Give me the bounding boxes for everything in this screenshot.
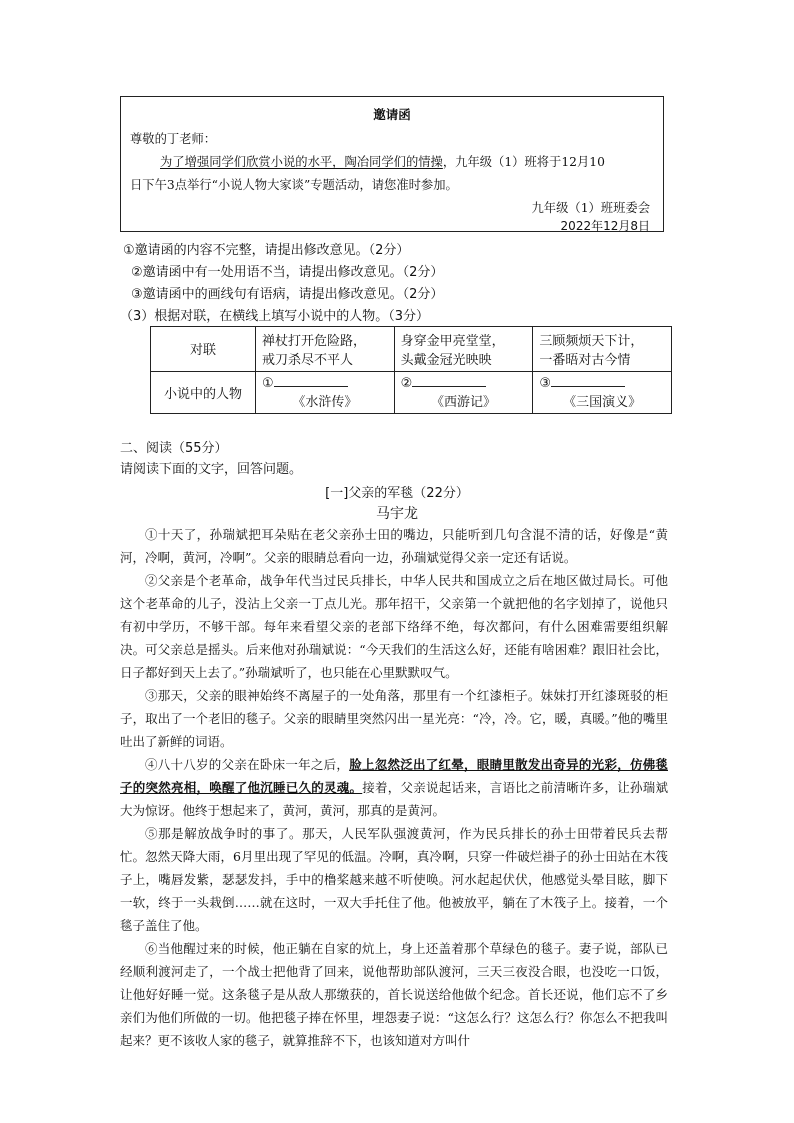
invitation-box xyxy=(120,96,664,232)
question-1: ①邀请函的内容不完整，请提出修改意见。（2分） xyxy=(123,243,410,258)
book-title-2: 《西游记》 xyxy=(430,395,496,411)
paragraph-4-end: 接着，父亲说起话来，言语比之前清晰许多，让孙瑞斌大为惊讶。他终于想起来了，黄河，黄河，那真的是黄河。 xyxy=(120,780,668,818)
character-label: 小说中的人物 xyxy=(151,371,256,413)
invitation-line-2: 日下午3点举行“小说人物大家谈”专题活动，请您准时参加。 xyxy=(130,178,458,192)
blank-number-2: ② xyxy=(400,376,413,392)
invitation-date: 2022年12月8日 xyxy=(560,219,650,233)
passage-title: [一]父亲的军毯（22分） xyxy=(325,486,469,501)
couplet-cell-3 xyxy=(533,327,672,372)
invitation-line-1 xyxy=(160,152,605,170)
invitation-title: 邀请函 xyxy=(373,107,411,122)
couplet-3-line-2: 一番晤对古今情 xyxy=(539,352,631,368)
paragraph-5: ⑤那是解放战争时的事了。那天，人民军队强渡黄河，作为民兵排长的孙士田带着民兵去帮忙。忽然天降大雨，6月里出现了罕见的低温。冷啊，真冷啊，只穿一件破烂褂子的孙士田站在木筏子上，嘴唇发紫，瑟瑟发抖，手中的橹桨越来越不听使唤。河水起起伏伏，他感觉头晕目眩，脚下一软，终于一头栽倒……就在这时，一双大手托住了他。他被放平，躺在了木筏子上。接着，一个毯子盖住了他。 xyxy=(120,826,668,933)
character-cell-1 xyxy=(256,371,395,413)
passage-body xyxy=(120,523,668,1052)
couplet-1-line-1: 禅杖打开危险路， xyxy=(262,333,367,349)
paragraph-6: ⑥当他醒过来的时候，他正躺在自家的炕上，身上还盖着那个草绿色的毯子。妻子说，部队已经顺利渡河走了，一个战士把他背了回来，说他帮助部队渡河，三天三夜没合眼，也没吃一口饭，让他好好睡一觉。这条毯子是从敌人那缴获的，首长说送给他做个纪念。首长还说，他们忘不了乡亲们为他们所做的一切。他把毯子捧在怀里，埋怨妻子说：“这怎么行？这怎么行？你怎么不把我叫起来？更不该收人家的毯子，就算推辞不下，也该知道对方叫什 xyxy=(120,941,668,1048)
answer-blank-1[interactable] xyxy=(274,374,348,387)
invitation-line-1-rest: ，九年级（1）班将于12月10 xyxy=(442,155,605,169)
question-4: （3）根据对联，在横线上填写小说中的人物。（3分） xyxy=(120,309,430,324)
paragraph-1: ①十天了，孙瑞斌把耳朵贴在老父亲孙士田的嘴边，只能听到几句含混不清的话，好像是“黄河，冷啊，黄河，冷啊”。父亲的眼睛总看向一边，孙瑞斌觉得父亲一定还有话说。 xyxy=(120,527,668,565)
section-instruction: 请阅读下面的文字，回答问题。 xyxy=(120,462,303,477)
answer-blank-3[interactable] xyxy=(551,374,625,387)
section-title: 二、阅读（55分） xyxy=(120,441,228,456)
paragraph-4-emphasized-sentence: 脸上忽然泛出了红晕，眼睛里散发出奇异的光彩，仿佛毯子的突然亮相，唤醒了他沉睡已久的灵魂。 xyxy=(120,757,668,795)
paragraph-3: ③那天，父亲的眼神始终不离屋子的一处角落，那里有一个红漆柜子。妹妹打开红漆斑驳的柜子，取出了一个老旧的毯子。父亲的眼睛里突然闪出一星光亮：“冷，冷。它，暖，真暖。”他的嘴里吐出了新鲜的词语。 xyxy=(120,688,668,749)
couplet-1-line-2: 戒刀杀尽不平人 xyxy=(262,352,354,368)
paragraph-4-start: ④八十八岁的父亲在卧床一年之后， xyxy=(145,757,350,772)
couplet-label: 对联 xyxy=(151,327,256,372)
couplet-cell-2 xyxy=(394,327,533,372)
couplet-row xyxy=(151,327,672,372)
book-title-3: 《三国演义》 xyxy=(563,395,642,411)
invitation-salutation: 尊敬的丁老师： xyxy=(130,132,217,146)
passage-author: 马宇龙 xyxy=(376,506,418,522)
book-title-1: 《水浒传》 xyxy=(292,395,358,411)
couplet-3-line-1: 三顾频烦天下计， xyxy=(539,333,644,349)
invitation-signature: 九年级（1）班班委会 xyxy=(531,201,650,215)
blank-number-1: ① xyxy=(262,376,274,392)
couplet-2-line-1: 身穿金甲亮堂堂， xyxy=(400,333,505,349)
answer-blank-2[interactable] xyxy=(412,374,486,387)
question-2: ②邀请函中有一处用语不当，请提出修改意见。（2分） xyxy=(131,265,444,280)
couplet-2-line-2: 头戴金冠光映映 xyxy=(400,352,492,368)
paragraph-2: ②父亲是个老革命，战争年代当过民兵排长，中华人民共和国成立之后在地区做过局长。可他这个老革命的儿子，没沾上父亲一丁点儿光。那年招干，父亲第一个就把他的名字划掉了，说他只有初中学历，不够干部。每年来看望父亲的老部下络绎不绝，每次都问，有什么困难需要组织解决。可父亲总是摇头。后来他对孙瑞斌说：“今天我们的生活这么好，还能有啥困难？跟旧社会比，日子都好到天上去了。”孙瑞斌听了，也只能在心里默默叹气。 xyxy=(120,573,668,680)
couplet-cell-1 xyxy=(256,327,395,372)
paragraph-4 xyxy=(120,753,668,822)
couplet-table xyxy=(150,326,672,414)
question-3: ③邀请函中的画线句有语病，请提出修改意见。（2分） xyxy=(131,287,444,302)
blank-number-3: ③ xyxy=(539,376,551,392)
character-cell-3 xyxy=(533,371,672,413)
character-cell-2 xyxy=(394,371,533,413)
underlined-sentence: 为了增强同学们欣赏小说的水平，陶冶同学们的情操 xyxy=(160,155,443,169)
character-row xyxy=(151,371,672,413)
